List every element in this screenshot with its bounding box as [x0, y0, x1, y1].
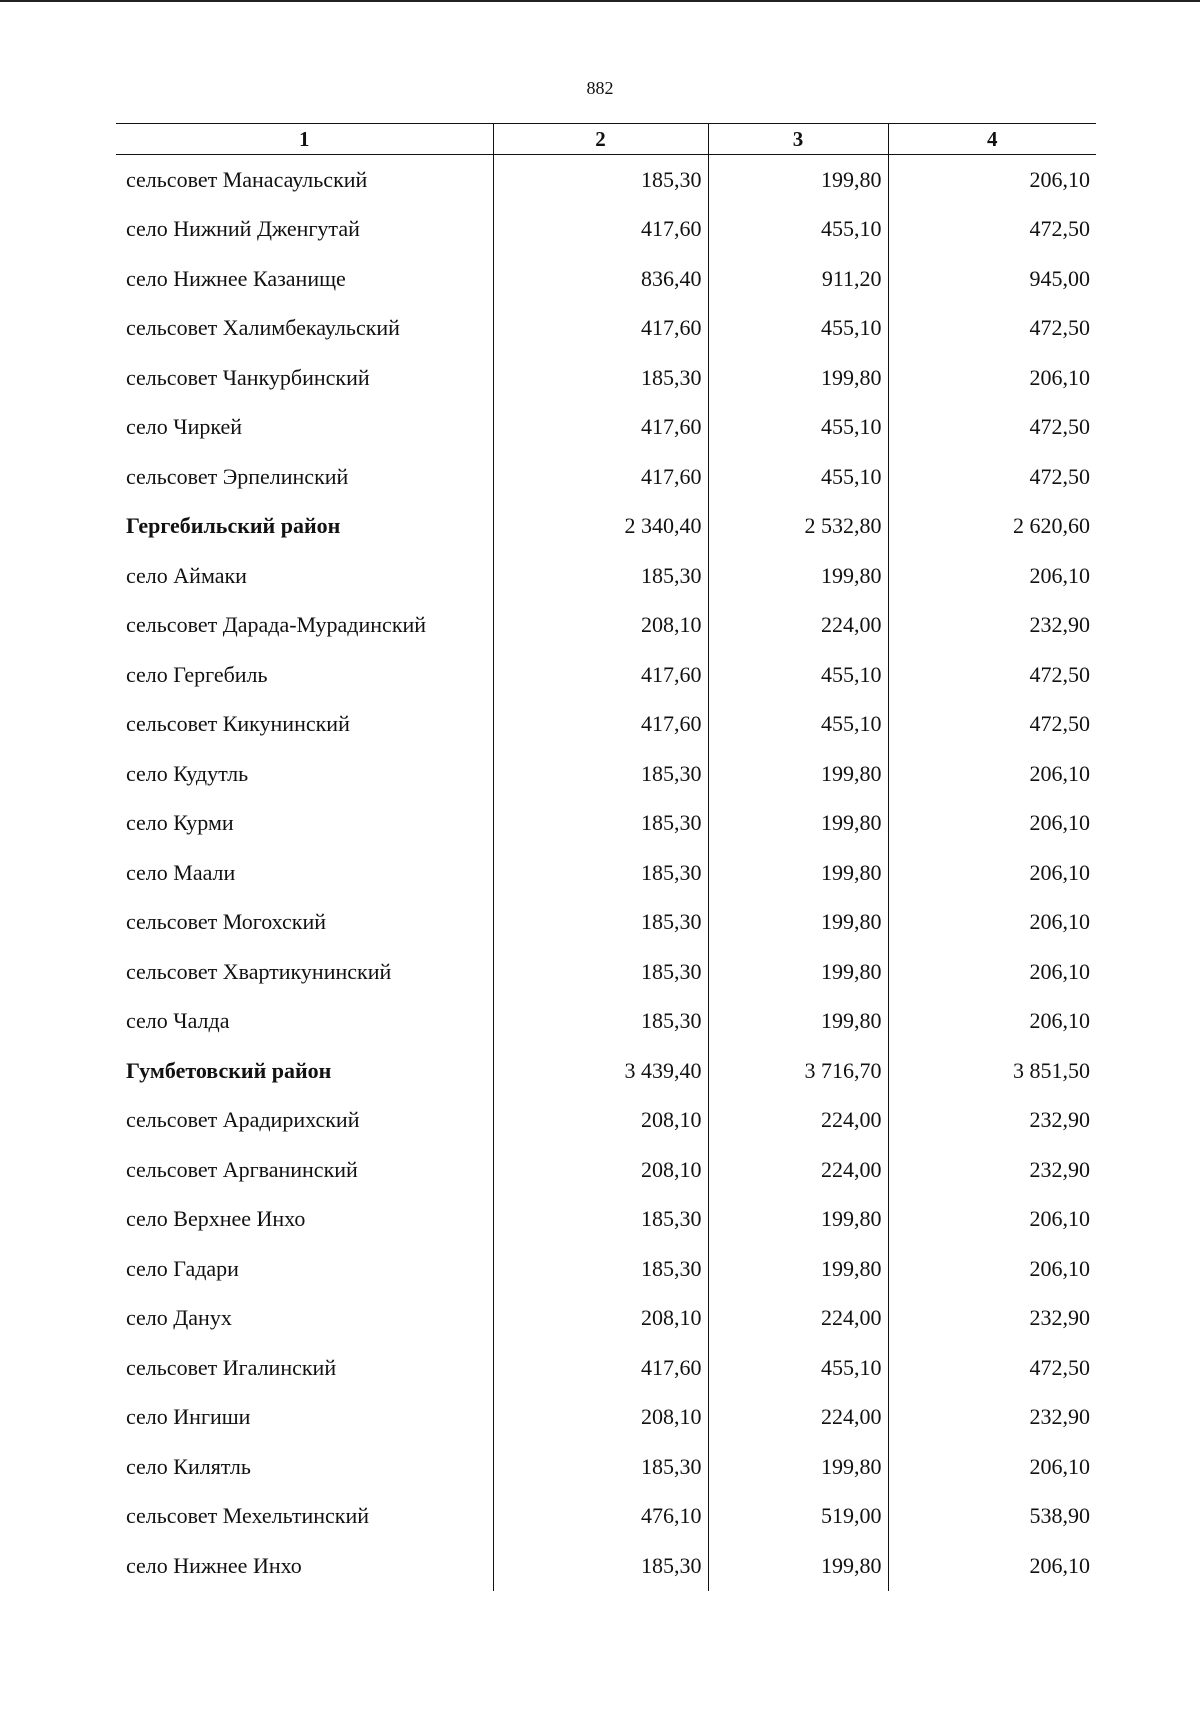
- table-row: [116, 403, 1096, 453]
- table-row: [116, 601, 1096, 651]
- table-row: [116, 799, 1096, 849]
- table-row: [116, 898, 1096, 948]
- row-name-cell: сельсовет Хвартикунинский: [126, 958, 392, 984]
- col4-value-cell: 472,50: [888, 700, 1096, 750]
- table-row: [116, 353, 1096, 403]
- col4-value-cell: 206,10: [888, 155, 1096, 205]
- table-row: [116, 848, 1096, 898]
- col3-value-cell: 199,80: [708, 1244, 888, 1294]
- table-row: [116, 700, 1096, 750]
- table-row: [116, 1294, 1096, 1344]
- row-name-cell: село Гадари: [126, 1255, 239, 1281]
- col4-value-cell: 232,90: [888, 1096, 1096, 1146]
- col3-value-cell: 224,00: [708, 1145, 888, 1195]
- col4-value-cell: 472,50: [888, 452, 1096, 502]
- row-name-cell: село Чиркей: [126, 414, 243, 440]
- col4-value-cell: 206,10: [888, 1195, 1096, 1245]
- col3-value-cell: 455,10: [708, 650, 888, 700]
- table-row: [116, 997, 1096, 1047]
- col4-value-cell: 206,10: [888, 1244, 1096, 1294]
- col4-value-cell: 206,10: [888, 997, 1096, 1047]
- row-name-cell: село Кудутль: [126, 760, 249, 786]
- row-name-cell: село Нижнее Казанище: [126, 265, 346, 291]
- col2-value-cell: 185,30: [493, 551, 708, 601]
- table-row: [116, 254, 1096, 304]
- col3-value-cell: 199,80: [708, 848, 888, 898]
- col3-value-cell: 199,80: [708, 997, 888, 1047]
- col4-value-cell: 472,50: [888, 650, 1096, 700]
- row-name-cell: сельсовет Мехельтинский: [126, 1503, 370, 1529]
- row-name-cell: село Нижнее Инхо: [126, 1552, 302, 1578]
- table-section-row: [116, 1046, 1096, 1096]
- row-name-cell: село Верхнее Инхо: [126, 1206, 306, 1232]
- col4-value-cell: 206,10: [888, 1541, 1096, 1591]
- table-row: [116, 1096, 1096, 1146]
- col3-value-cell: 199,80: [708, 1195, 888, 1245]
- table-row: [116, 155, 1096, 205]
- data-table: [116, 123, 1096, 1591]
- col4-value-cell: 945,00: [888, 254, 1096, 304]
- column-header-3: 3: [708, 124, 888, 155]
- col3-value-cell: 911,20: [708, 254, 888, 304]
- table-row: [116, 1393, 1096, 1443]
- header-row: [116, 124, 1096, 155]
- col2-value-cell: 185,30: [493, 947, 708, 997]
- row-name-cell: сельсовет Чанкурбинский: [126, 364, 370, 390]
- col2-value-cell: 208,10: [493, 601, 708, 651]
- col3-value-cell: 455,10: [708, 304, 888, 354]
- row-name-cell: сельсовет Кикунинский: [126, 711, 350, 737]
- table-row: [116, 1195, 1096, 1245]
- row-name-cell: село Гергебиль: [126, 661, 268, 687]
- col3-value-cell: 519,00: [708, 1492, 888, 1542]
- col3-value-cell: 455,10: [708, 452, 888, 502]
- col3-value-cell: 455,10: [708, 1343, 888, 1393]
- col3-value-cell: 199,80: [708, 155, 888, 205]
- col4-value-cell: 472,50: [888, 403, 1096, 453]
- row-name-cell: село Данух: [126, 1305, 232, 1331]
- table-row: [116, 1442, 1096, 1492]
- row-name-cell: село Курми: [126, 810, 234, 836]
- col2-value-cell: 185,30: [493, 1541, 708, 1591]
- col3-value-cell: 199,80: [708, 1541, 888, 1591]
- col2-value-cell: 185,30: [493, 353, 708, 403]
- row-name-cell: село Чалда: [126, 1008, 230, 1034]
- table-row: [116, 1343, 1096, 1393]
- row-name-cell: село Ингиши: [126, 1404, 251, 1430]
- col3-value-cell: 3 716,70: [708, 1046, 888, 1096]
- col4-value-cell: 206,10: [888, 353, 1096, 403]
- col4-value-cell: 472,50: [888, 304, 1096, 354]
- col2-value-cell: 185,30: [493, 1244, 708, 1294]
- row-name-cell: сельсовет Могохский: [126, 909, 327, 935]
- row-name-cell: сельсовет Игалинский: [126, 1354, 337, 1380]
- table-body: [116, 155, 1096, 1591]
- row-name-cell: село Маали: [126, 859, 236, 885]
- col4-value-cell: 3 851,50: [888, 1046, 1096, 1096]
- table-header: [116, 124, 1096, 155]
- col2-value-cell: 417,60: [493, 403, 708, 453]
- col3-value-cell: 224,00: [708, 601, 888, 651]
- col2-value-cell: 208,10: [493, 1145, 708, 1195]
- col2-value-cell: 417,60: [493, 650, 708, 700]
- row-name-cell: сельсовет Халимбекаульский: [126, 315, 400, 341]
- col4-value-cell: 206,10: [888, 749, 1096, 799]
- col3-value-cell: 199,80: [708, 898, 888, 948]
- col4-value-cell: 206,10: [888, 848, 1096, 898]
- col3-value-cell: 199,80: [708, 947, 888, 997]
- table-row: [116, 452, 1096, 502]
- col2-value-cell: 185,30: [493, 1195, 708, 1245]
- row-name-cell: сельсовет Эрпелинский: [126, 463, 349, 489]
- col4-value-cell: 232,90: [888, 1294, 1096, 1344]
- col4-value-cell: 538,90: [888, 1492, 1096, 1542]
- column-header-4: 4: [888, 124, 1096, 155]
- col3-value-cell: 199,80: [708, 551, 888, 601]
- col3-value-cell: 224,00: [708, 1096, 888, 1146]
- col2-value-cell: 476,10: [493, 1492, 708, 1542]
- col4-value-cell: 472,50: [888, 205, 1096, 255]
- col4-value-cell: 206,10: [888, 551, 1096, 601]
- col4-value-cell: 206,10: [888, 947, 1096, 997]
- row-name-cell: сельсовет Дарада-Мурадинский: [126, 612, 427, 638]
- col3-value-cell: 199,80: [708, 1442, 888, 1492]
- col4-value-cell: 472,50: [888, 1343, 1096, 1393]
- row-name-cell: Гумбетовский район: [126, 1057, 332, 1083]
- row-name-cell: сельсовет Арадирихский: [126, 1107, 360, 1133]
- table-row: [116, 1492, 1096, 1542]
- col3-value-cell: 199,80: [708, 353, 888, 403]
- table-row: [116, 551, 1096, 601]
- col4-value-cell: 206,10: [888, 1442, 1096, 1492]
- col2-value-cell: 185,30: [493, 848, 708, 898]
- col4-value-cell: 232,90: [888, 1145, 1096, 1195]
- col4-value-cell: 2 620,60: [888, 502, 1096, 552]
- col3-value-cell: 199,80: [708, 749, 888, 799]
- col2-value-cell: 208,10: [493, 1393, 708, 1443]
- col2-value-cell: 417,60: [493, 304, 708, 354]
- row-name-cell: Гергебильский район: [126, 513, 341, 539]
- col2-value-cell: 208,10: [493, 1096, 708, 1146]
- col3-value-cell: 224,00: [708, 1294, 888, 1344]
- table-row: [116, 749, 1096, 799]
- col2-value-cell: 185,30: [493, 997, 708, 1047]
- col3-value-cell: 199,80: [708, 799, 888, 849]
- col2-value-cell: 836,40: [493, 254, 708, 304]
- col2-value-cell: 417,60: [493, 700, 708, 750]
- col2-value-cell: 3 439,40: [493, 1046, 708, 1096]
- table-row: [116, 947, 1096, 997]
- row-name-cell: село Аймаки: [126, 562, 247, 588]
- table-row: [116, 205, 1096, 255]
- table-section-row: [116, 502, 1096, 552]
- col4-value-cell: 232,90: [888, 1393, 1096, 1443]
- table-row: [116, 304, 1096, 354]
- row-name-cell: сельсовет Манасаульский: [126, 166, 368, 192]
- col3-value-cell: 2 532,80: [708, 502, 888, 552]
- col2-value-cell: 185,30: [493, 155, 708, 205]
- row-name-cell: село Килятль: [126, 1453, 251, 1479]
- row-name-cell: сельсовет Аргванинский: [126, 1156, 358, 1182]
- col2-value-cell: 185,30: [493, 799, 708, 849]
- col4-value-cell: 232,90: [888, 601, 1096, 651]
- col2-value-cell: 208,10: [493, 1294, 708, 1344]
- table-row: [116, 650, 1096, 700]
- table-row: [116, 1541, 1096, 1591]
- column-header-2: 2: [493, 124, 708, 155]
- table-row: [116, 1145, 1096, 1195]
- col2-value-cell: 2 340,40: [493, 502, 708, 552]
- table-row: [116, 1244, 1096, 1294]
- col2-value-cell: 185,30: [493, 898, 708, 948]
- col3-value-cell: 224,00: [708, 1393, 888, 1443]
- column-header-1: 1: [116, 124, 493, 155]
- col3-value-cell: 455,10: [708, 700, 888, 750]
- col2-value-cell: 417,60: [493, 452, 708, 502]
- col2-value-cell: 185,30: [493, 749, 708, 799]
- col4-value-cell: 206,10: [888, 898, 1096, 948]
- col3-value-cell: 455,10: [708, 205, 888, 255]
- page-number: 882: [586, 78, 614, 98]
- col2-value-cell: 417,60: [493, 205, 708, 255]
- col3-value-cell: 455,10: [708, 403, 888, 453]
- row-name-cell: село Нижний Дженгутай: [126, 216, 360, 242]
- col2-value-cell: 185,30: [493, 1442, 708, 1492]
- top-border-line: [0, 0, 1200, 2]
- col2-value-cell: 417,60: [493, 1343, 708, 1393]
- col4-value-cell: 206,10: [888, 799, 1096, 849]
